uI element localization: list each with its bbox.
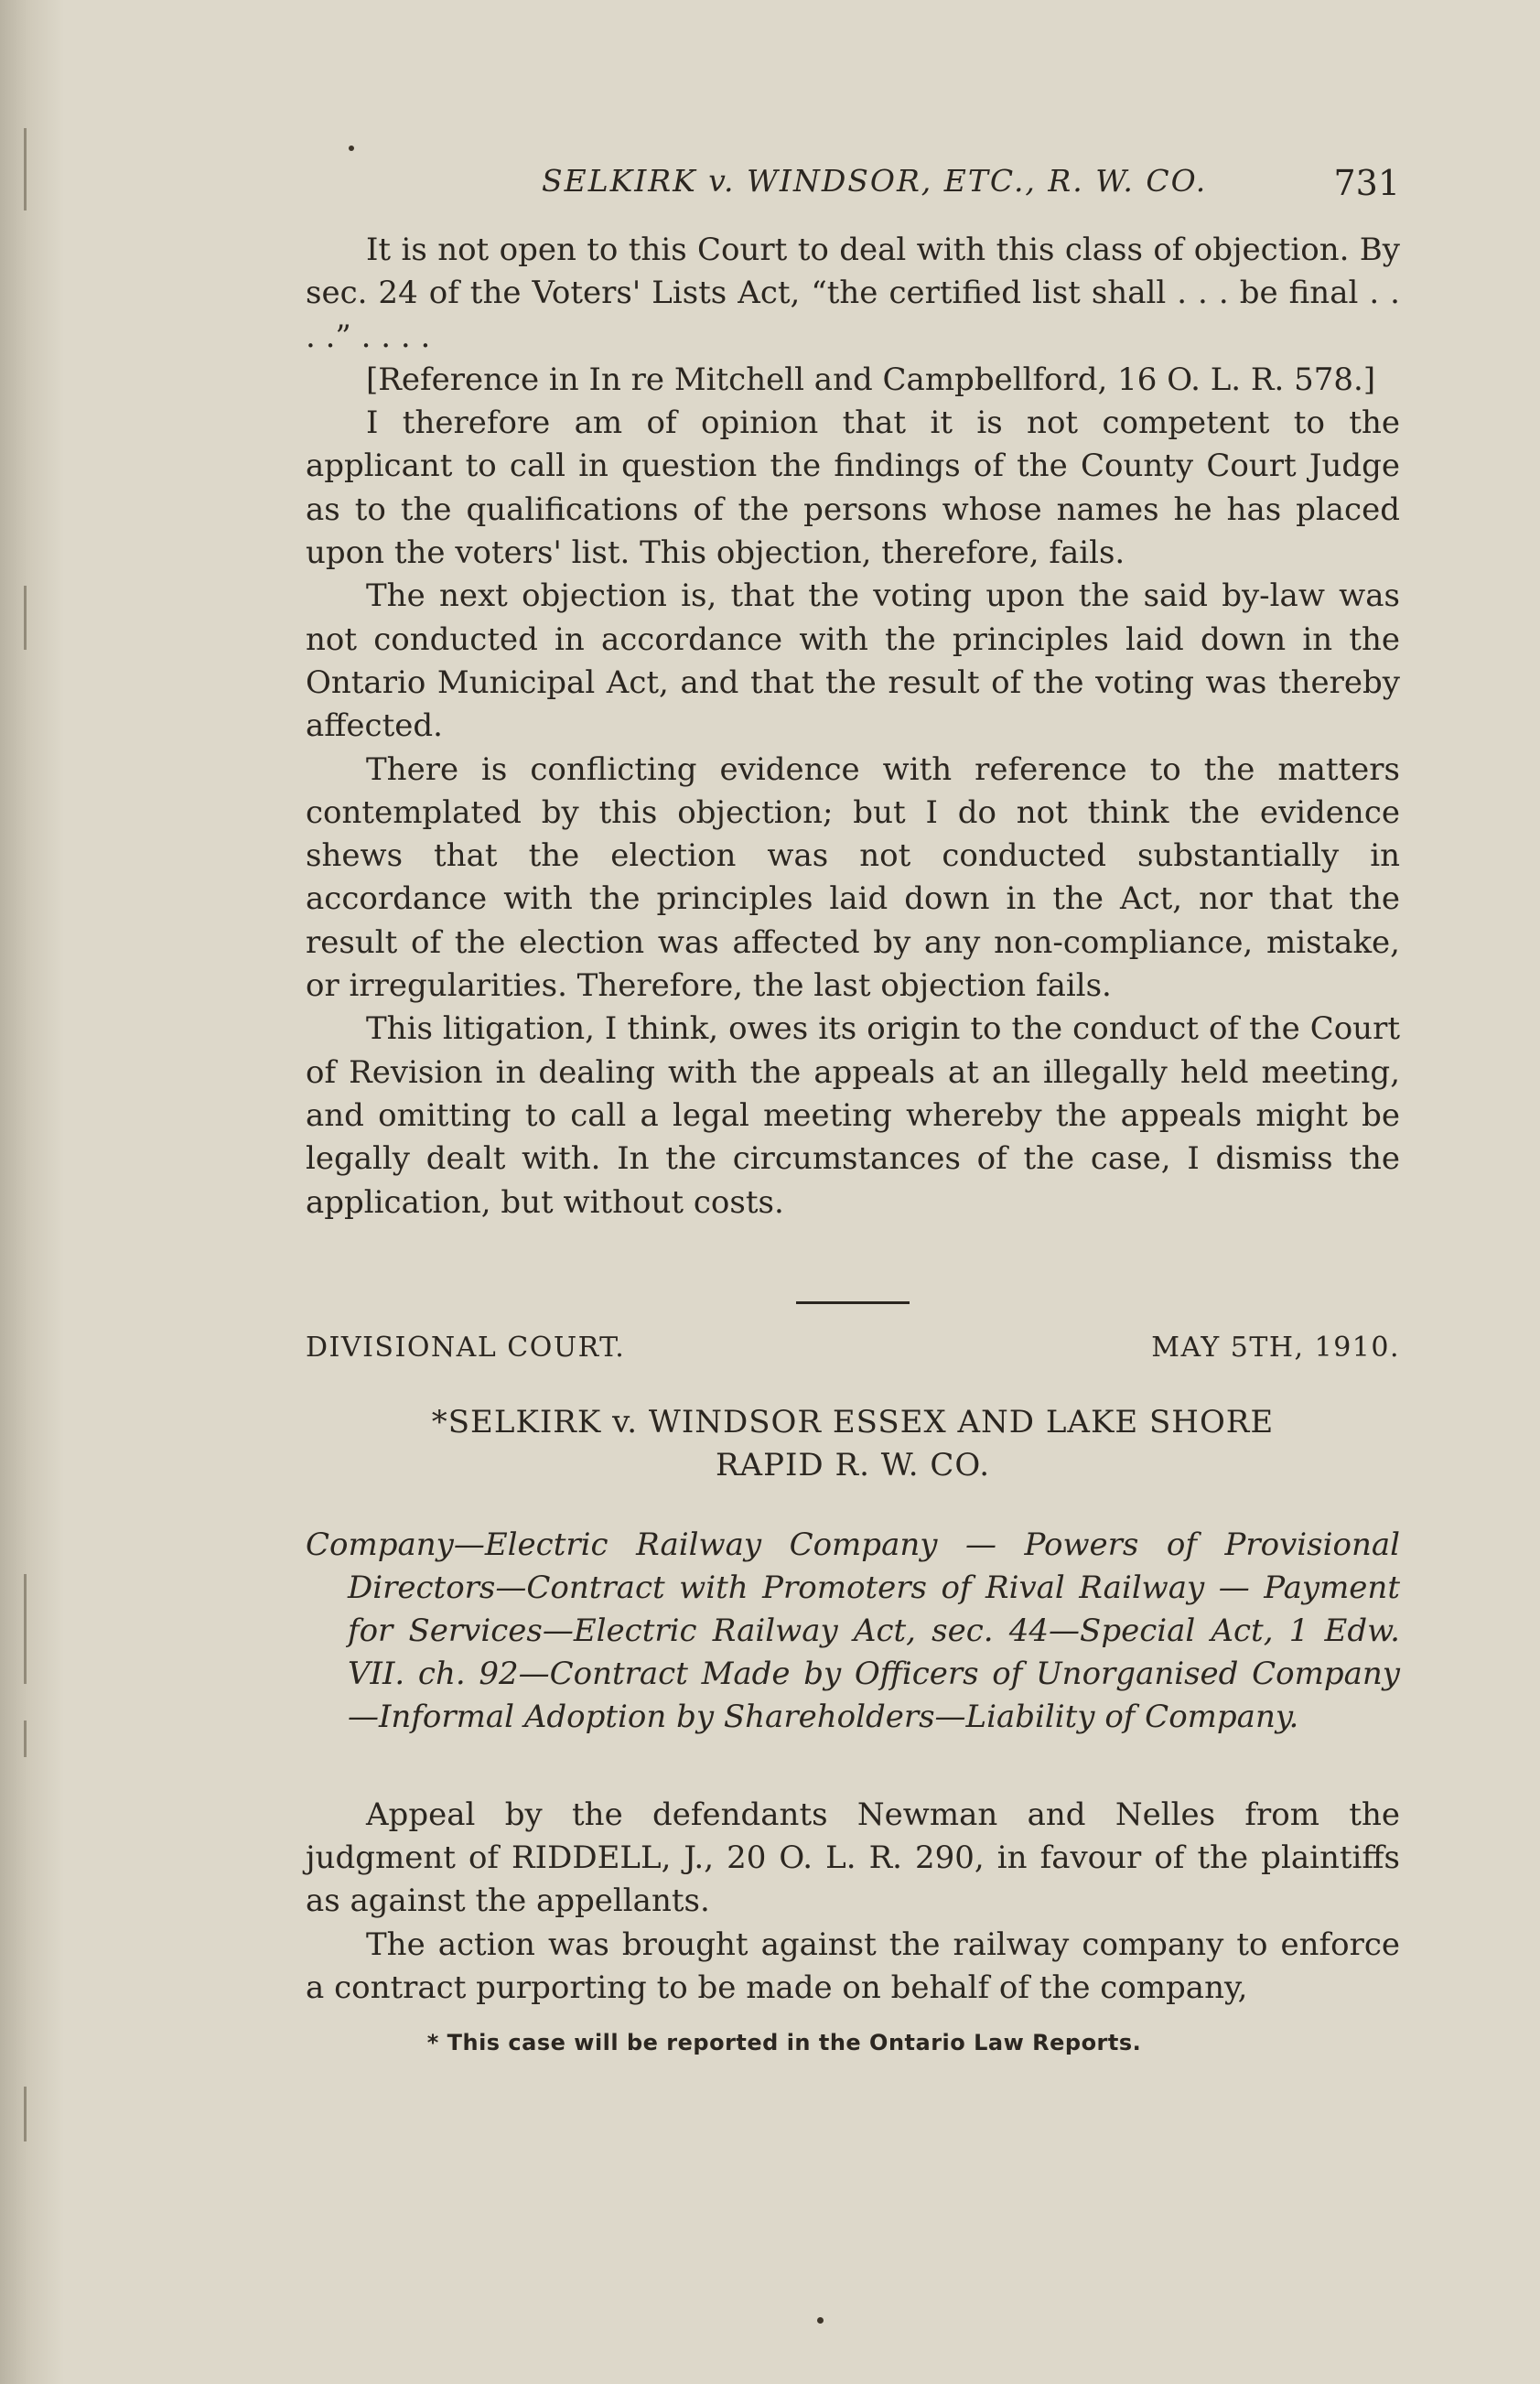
gutter-mark xyxy=(24,586,27,650)
paragraph: The action was brought against the railway company to enforce a contract purporting to be made on behalf of the company, xyxy=(306,1926,1400,2007)
footnote: * This case will be reported in the Ontario Law Reports. xyxy=(426,2030,1142,2056)
paragraph: There is conflicting evidence with reference to the matters contemplated by this objection; but I do not think the evidence shews that the election was not conducted substantially in accordance with the principles laid down in the Act, nor that the result of the election was affected by any non-compliance, mistake, or irregularities. Therefore, the last objection fails. xyxy=(306,750,1400,1005)
court-name: DIVISIONAL COURT. xyxy=(306,1331,626,1364)
running-title: SELKIRK v. WINDSOR, ETC., R. W. CO. xyxy=(542,163,1208,199)
book-page xyxy=(306,156,1400,2055)
running-head xyxy=(306,156,1400,210)
ink-dot xyxy=(349,146,354,151)
decision-date: MAY 5TH, 1910. xyxy=(1151,1331,1400,1364)
paragraph: This litigation, I think, owes its origin to the conduct of the Court of Revision in dealing with the appeals at an illegally held meeting, and omitting to call a legal meeting whereby the appeals might be legally dealt with. In the circumstances of the case, I dismiss the application, but without costs. xyxy=(306,1010,1400,1221)
ink-dot xyxy=(817,2317,824,2324)
headnote: Company—Electric Railway Company — Powers of Provisional Directors—Contract with Promoters of Rival Railway — Payment for Services—Electric Railway Act, sec. 44—Special Act, 1 Edw. VII. ch. 92—Contract Made by Officers of Unorganised Company—Informal Adoption by Shareholders—Liability of Company. xyxy=(306,1526,1400,1735)
case-body xyxy=(306,1794,1400,2010)
page-gutter xyxy=(0,0,64,2384)
paragraph: It is not open to this Court to deal with this class of objection. By sec. 24 of the Voters' Lists Act, “the certified list shall . . . be final . . . .” . . . . xyxy=(306,232,1400,355)
judgment-text xyxy=(306,229,1400,1224)
gutter-mark xyxy=(24,1721,27,1757)
court-line xyxy=(306,1324,1400,1374)
case-title-line: RAPID R. W. CO. xyxy=(715,1446,991,1483)
gutter-mark xyxy=(24,1574,27,1684)
gutter-mark xyxy=(24,128,27,210)
case-title xyxy=(306,1401,1400,1487)
paragraph: Appeal by the defendants Newman and Nelles from the judgment of RIDDELL, J., 20 O. L. R. 290, in favour of the plaintiffs as against the appellants. xyxy=(306,1796,1400,1920)
paragraph: The next objection is, that the voting upon the said by-law was not conducted in accordance with the principles laid down in the Ontario Municipal Act, and that the result of the voting was thereby affected. xyxy=(306,577,1400,745)
section-divider xyxy=(796,1301,910,1304)
paragraph: [Reference in In re Mitchell and Campbellford, 16 O. L. R. 578.] xyxy=(366,361,1376,398)
gutter-mark xyxy=(24,2087,27,2141)
case-title-line: *SELKIRK v. WINDSOR ESSEX AND LAKE SHORE xyxy=(431,1403,1275,1440)
paragraph: I therefore am of opinion that it is not competent to the applicant to call in question the findings of the County Court Judge as to the qualifications of the persons whose names he has placed upon the voters' list. This objection, therefore, fails. xyxy=(306,405,1400,572)
page-number: 731 xyxy=(1333,163,1400,203)
